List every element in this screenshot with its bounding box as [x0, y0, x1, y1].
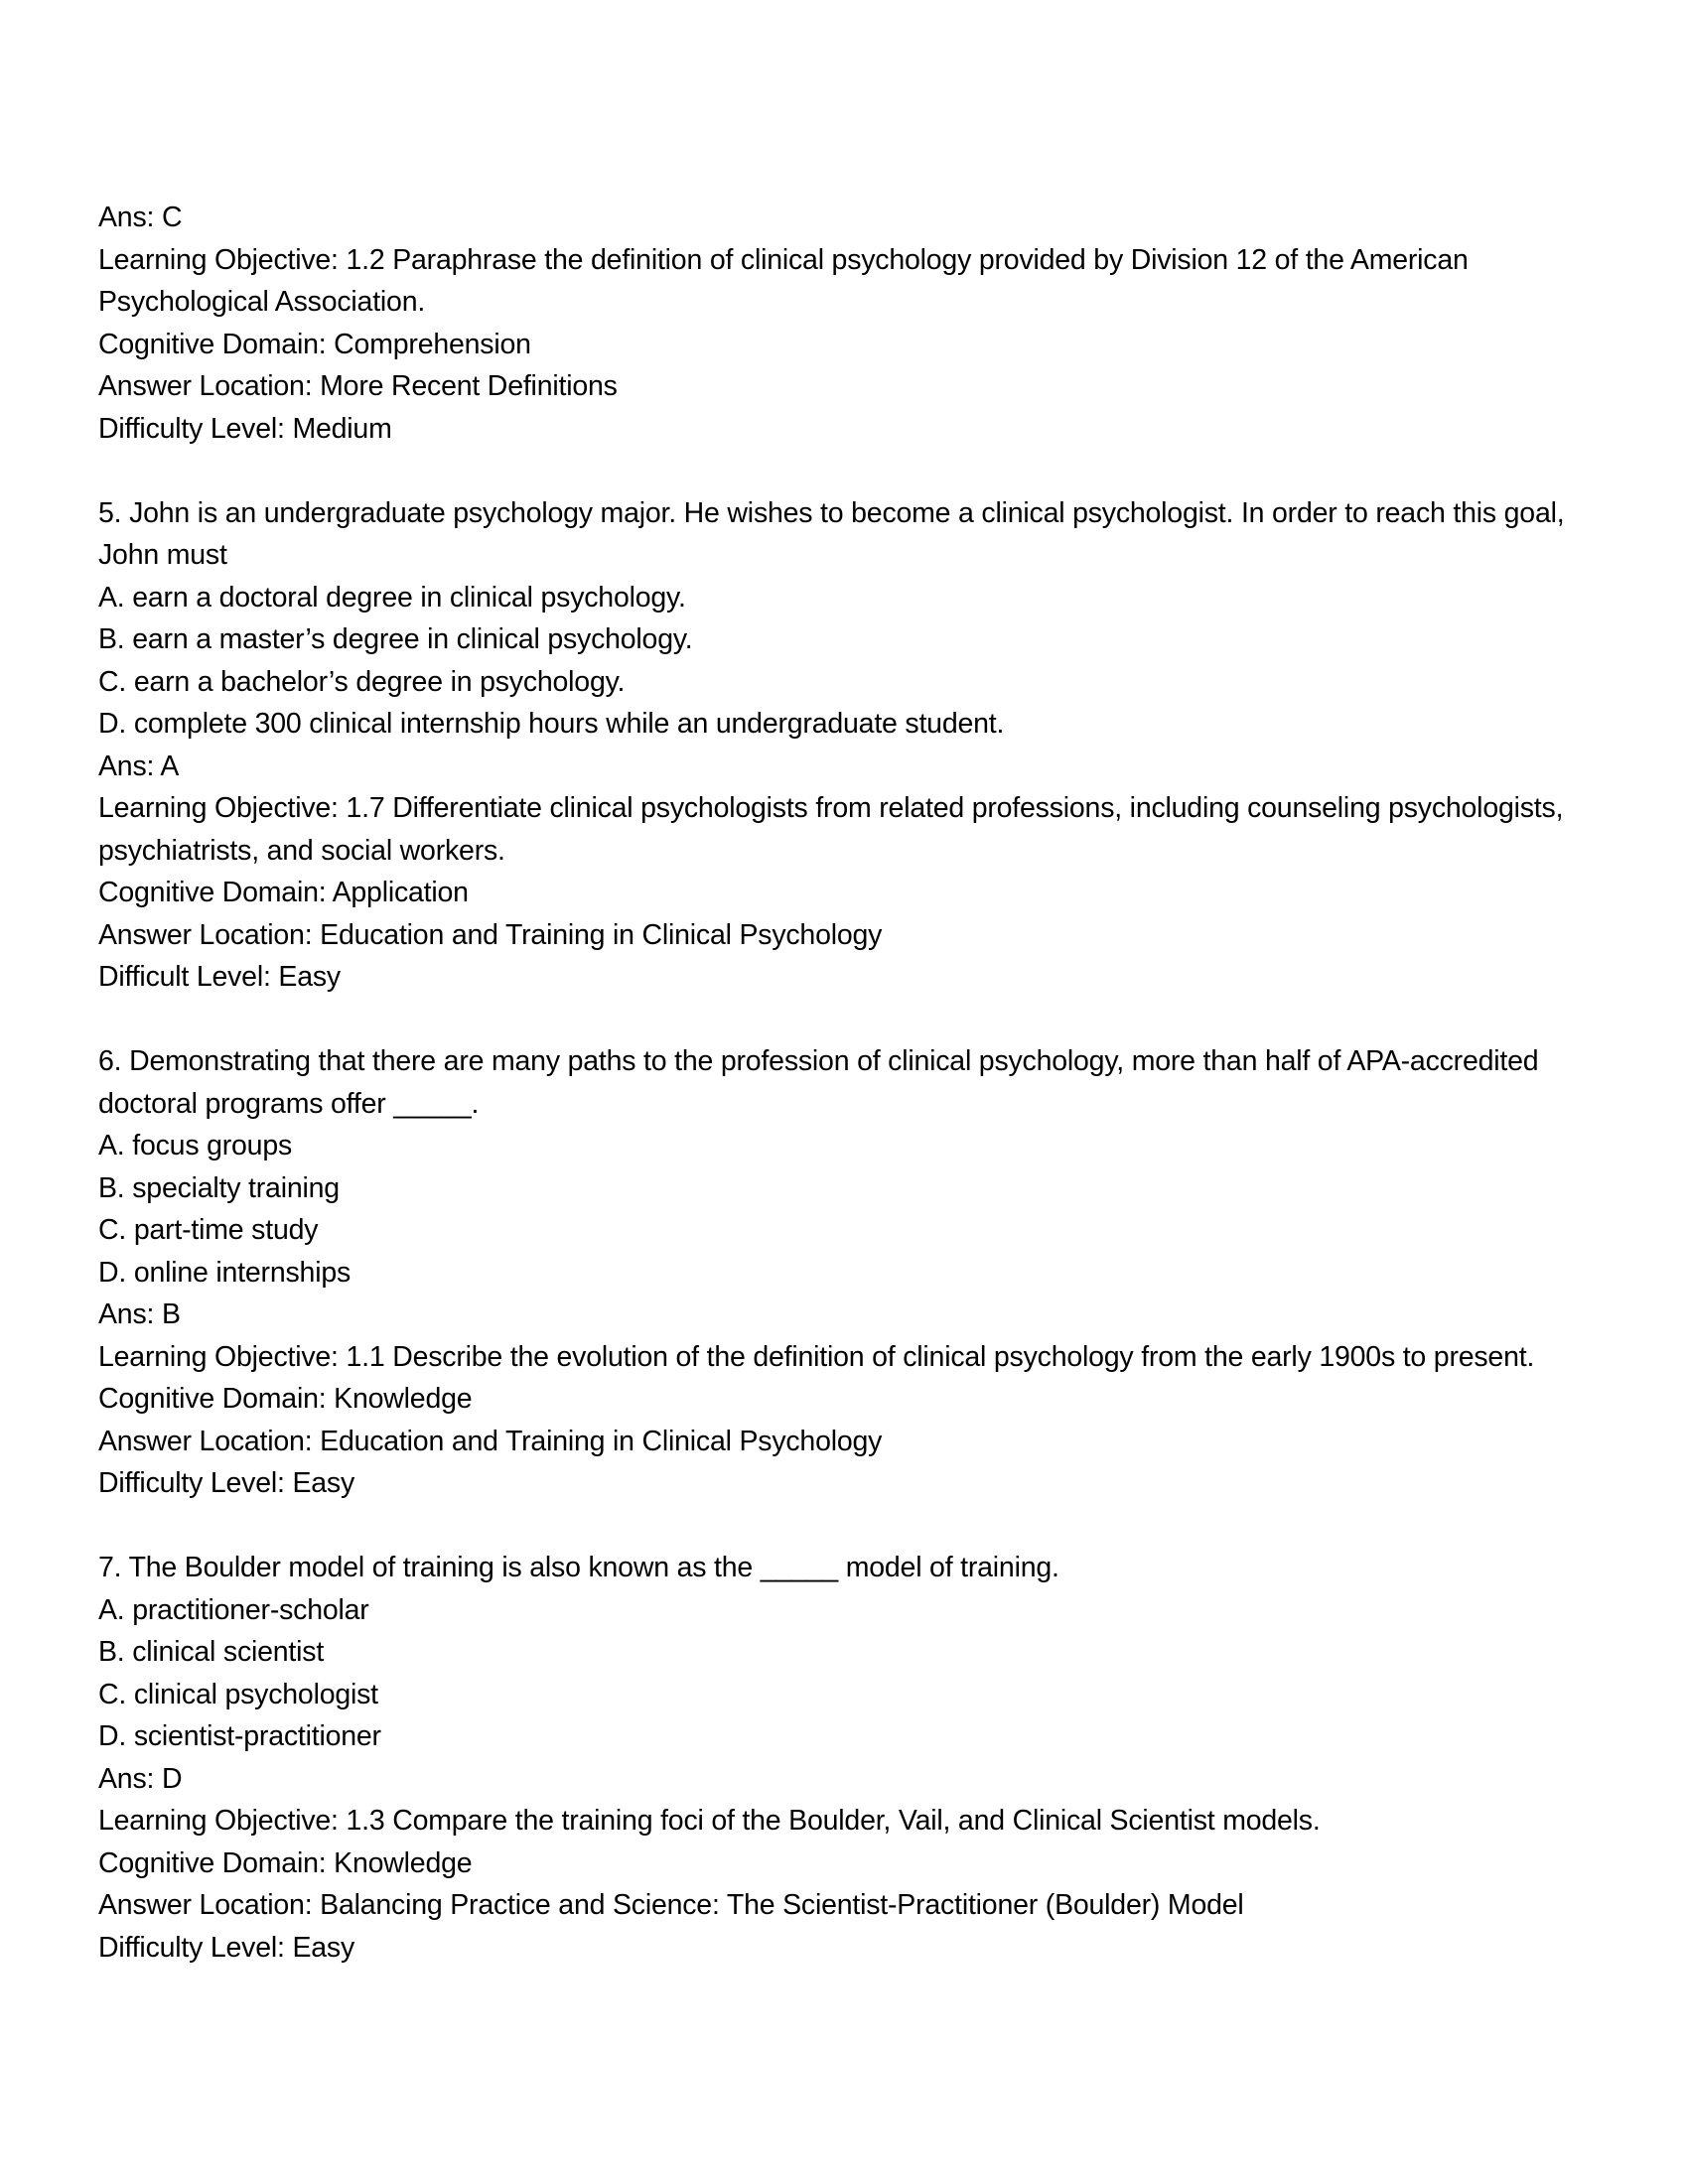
- cognitive-domain: Cognitive Domain: Knowledge: [98, 1846, 473, 1879]
- question-stem: 6. Demonstrating that there are many paths to the profession of clinical psychology, more than half of APA-accredited: [98, 1045, 1539, 1077]
- option-c: C. earn a bachelor’s degree in psychology.: [98, 665, 626, 698]
- option-d: D. scientist-practitioner: [98, 1720, 381, 1752]
- question-5: [98, 492, 1588, 999]
- difficulty-level: Difficult Level: Easy: [98, 961, 341, 993]
- difficulty-level: Difficulty Level: Easy: [98, 1467, 355, 1499]
- question-stem: 7. The Boulder model of training is also known as the _____ model of training.: [98, 1552, 1059, 1583]
- question-stem-continued: doctoral programs offer _____.: [98, 1087, 480, 1120]
- question-stem: 5. John is an undergraduate psychology major. He wishes to become a clinical psychologist. In order to reach this goal,: [98, 496, 1565, 529]
- option-b: B. earn a master’s degree in clinical psychology.: [98, 623, 693, 655]
- answer-location: Answer Location: Balancing Practice and Science: The Scientist-Practitioner (Boulder) Model: [98, 1889, 1244, 1921]
- answer-key: Ans: B: [98, 1298, 181, 1330]
- difficulty-level: Difficulty Level: Easy: [98, 1931, 355, 1964]
- difficulty-level: Difficulty Level: Medium: [98, 412, 392, 445]
- answer-location: Answer Location: Education and Training in Clinical Psychology: [98, 918, 883, 951]
- learning-objective-continued: psychiatrists, and social workers.: [98, 834, 505, 867]
- cognitive-domain: Cognitive Domain: Application: [98, 877, 469, 908]
- option-a: A. earn a doctoral degree in clinical psychology.: [98, 581, 686, 614]
- question-4-meta: [98, 197, 1588, 450]
- answer-key: Ans: A: [98, 750, 180, 782]
- option-b: B. specialty training: [98, 1171, 340, 1204]
- option-b: B. clinical scientist: [98, 1636, 325, 1668]
- option-a: A. focus groups: [98, 1130, 293, 1161]
- option-a: A. practitioner-scholar: [98, 1593, 369, 1626]
- question-stem-continued: John must: [98, 539, 227, 571]
- spacer: [98, 450, 1588, 492]
- learning-objective: Learning Objective: 1.3 Compare the training foci of the Boulder, Vail, and Clinical Scientist models.: [98, 1805, 1321, 1837]
- learning-objective: Learning Objective: 1.7 Differentiate clinical psychologists from related professions, including counseling psychologists,: [98, 792, 1564, 824]
- option-d: D. complete 300 clinical internship hours while an undergraduate student.: [98, 708, 1005, 740]
- option-c: C. part-time study: [98, 1214, 319, 1246]
- option-d: D. online internships: [98, 1256, 352, 1289]
- learning-objective-continued: Psychological Association.: [98, 286, 426, 318]
- option-c: C. clinical psychologist: [98, 1678, 378, 1710]
- question-6: [98, 1040, 1588, 1505]
- cognitive-domain: Cognitive Domain: Knowledge: [98, 1383, 473, 1415]
- spacer: [98, 1505, 1588, 1548]
- answer-location: Answer Location: Education and Training in Clinical Psychology: [98, 1425, 883, 1457]
- answer-location: Answer Location: More Recent Definitions: [98, 370, 618, 402]
- answer-key: Ans: C: [98, 202, 183, 233]
- cognitive-domain: Cognitive Domain: Comprehension: [98, 328, 531, 360]
- answer-key: Ans: D: [98, 1762, 183, 1795]
- learning-objective: Learning Objective: 1.1 Describe the evolution of the definition of clinical psychology from the early 1900s to present.: [98, 1340, 1535, 1373]
- spacer: [98, 999, 1588, 1041]
- document-page: [98, 197, 1588, 1969]
- learning-objective: Learning Objective: 1.2 Paraphrase the definition of clinical psychology provided by Division 12 of the American: [98, 243, 1469, 276]
- question-7: [98, 1547, 1588, 1969]
